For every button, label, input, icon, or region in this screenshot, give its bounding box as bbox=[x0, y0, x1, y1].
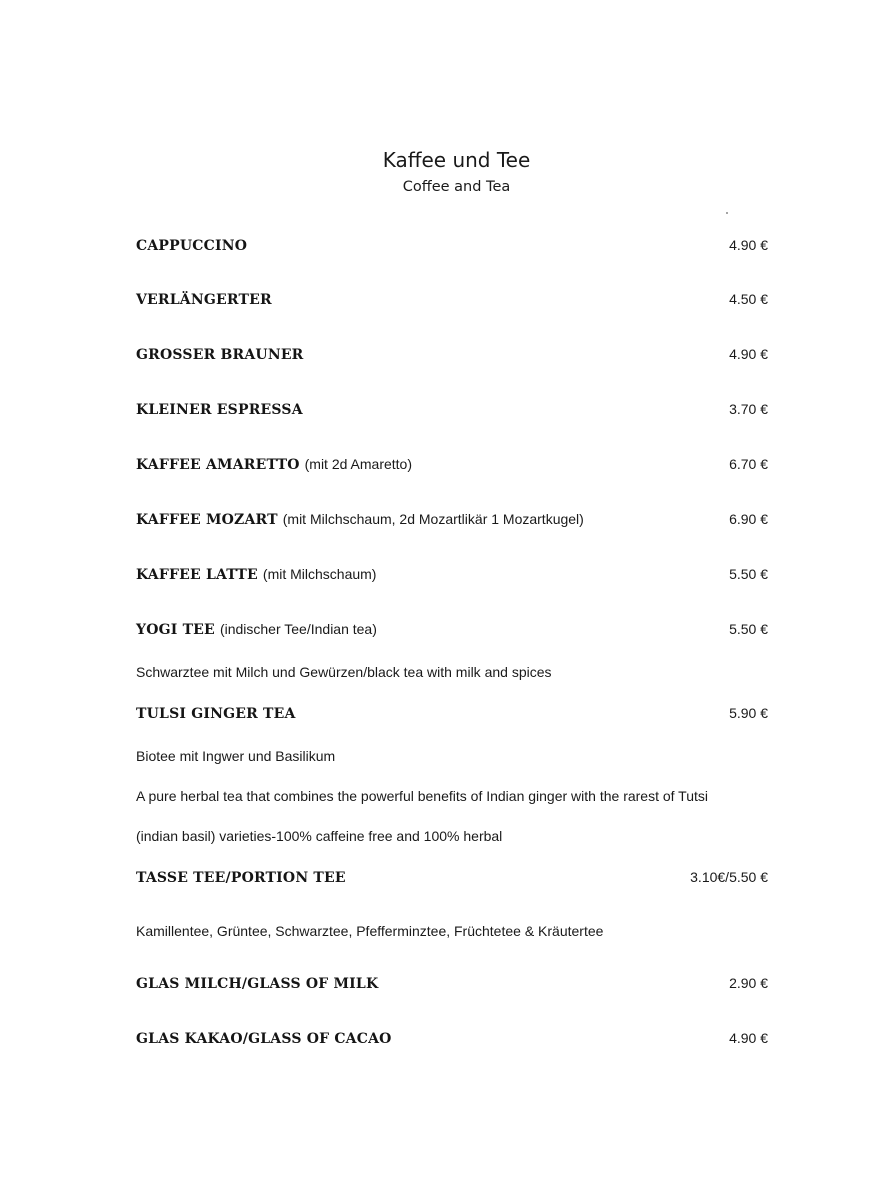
menu-item-kaffee-mozart bbox=[136, 511, 768, 535]
item-price: 4.90 € bbox=[729, 237, 768, 253]
item-note: (indischer Tee/Indian tea) bbox=[219, 621, 377, 637]
item-price: 4.90 € bbox=[729, 346, 768, 362]
item-price: 2.90 € bbox=[729, 975, 768, 991]
item-price: 3.10€/5.50 € bbox=[690, 869, 768, 885]
menu-item-tulsi-ginger-tea bbox=[136, 705, 768, 729]
item-name: KAFFEE AMARETTO bbox=[136, 457, 300, 473]
menu-item-cappuccino bbox=[136, 237, 768, 261]
item-price: 6.70 € bbox=[729, 456, 768, 472]
item-name: CAPPUCCINO bbox=[136, 238, 248, 254]
menu-item-tasse-tee bbox=[136, 869, 768, 893]
item-name: VERLÄNGERTER bbox=[136, 292, 272, 308]
item-name: KLEINER ESPRESSA bbox=[136, 402, 303, 418]
item-description-yogi: Schwarztee mit Milch und Gewürzen/black tea with milk and spices bbox=[136, 664, 552, 680]
menu-item-kleiner-espressa bbox=[136, 401, 768, 425]
item-name: KAFFEE LATTE bbox=[136, 567, 258, 583]
item-note: (mit Milchschaum, 2d Mozartlikär 1 Mozartkugel) bbox=[282, 511, 584, 527]
item-price: 3.70 € bbox=[729, 401, 768, 417]
item-price: 5.50 € bbox=[729, 566, 768, 582]
item-name: GLAS KAKAO/GLASS OF CACAO bbox=[136, 1031, 392, 1047]
item-price: 6.90 € bbox=[729, 511, 768, 527]
item-name: GROSSER BRAUNER bbox=[136, 347, 304, 363]
page-title: Kaffee und Tee bbox=[382, 148, 531, 172]
scan-speck bbox=[726, 212, 728, 214]
item-note: (mit Milchschaum) bbox=[262, 566, 377, 582]
item-name: GLAS MILCH/GLASS OF MILK bbox=[136, 976, 379, 992]
menu-item-verlaengerter bbox=[136, 291, 768, 315]
menu-item-kaffee-latte bbox=[136, 566, 768, 590]
page-subtitle: Coffee and Tea bbox=[402, 179, 511, 195]
menu-item-glas-kakao bbox=[136, 1030, 768, 1054]
item-price: 4.90 € bbox=[729, 1030, 768, 1046]
menu-item-yogi-tee bbox=[136, 621, 768, 645]
item-name: YOGI TEE bbox=[136, 622, 215, 638]
item-note: (mit 2d Amaretto) bbox=[304, 456, 412, 472]
item-description-tulsi-de: Biotee mit Ingwer und Basilikum bbox=[136, 748, 336, 764]
menu-item-grosser-brauner bbox=[136, 346, 768, 370]
item-description-tulsi-en-1: A pure herbal tea that combines the powerful benefits of Indian ginger with the rarest of Tutsi bbox=[136, 788, 709, 804]
item-price: 5.50 € bbox=[729, 621, 768, 637]
item-description-tulsi-en-2: (indian basil) varieties-100% caffeine free and 100% herbal bbox=[136, 828, 503, 844]
item-price: 5.90 € bbox=[729, 705, 768, 721]
item-name: TULSI GINGER TEA bbox=[136, 706, 296, 722]
item-name: TASSE TEE/PORTION TEE bbox=[136, 870, 346, 886]
item-description-tasse: Kamillentee, Grüntee, Schwarztee, Pfefferminztee, Früchtetee & Kräutertee bbox=[136, 923, 604, 939]
item-name: KAFFEE MOZART bbox=[136, 512, 278, 528]
item-price: 4.50 € bbox=[729, 291, 768, 307]
menu-item-glas-milch bbox=[136, 975, 768, 999]
menu-item-kaffee-amaretto bbox=[136, 456, 768, 480]
